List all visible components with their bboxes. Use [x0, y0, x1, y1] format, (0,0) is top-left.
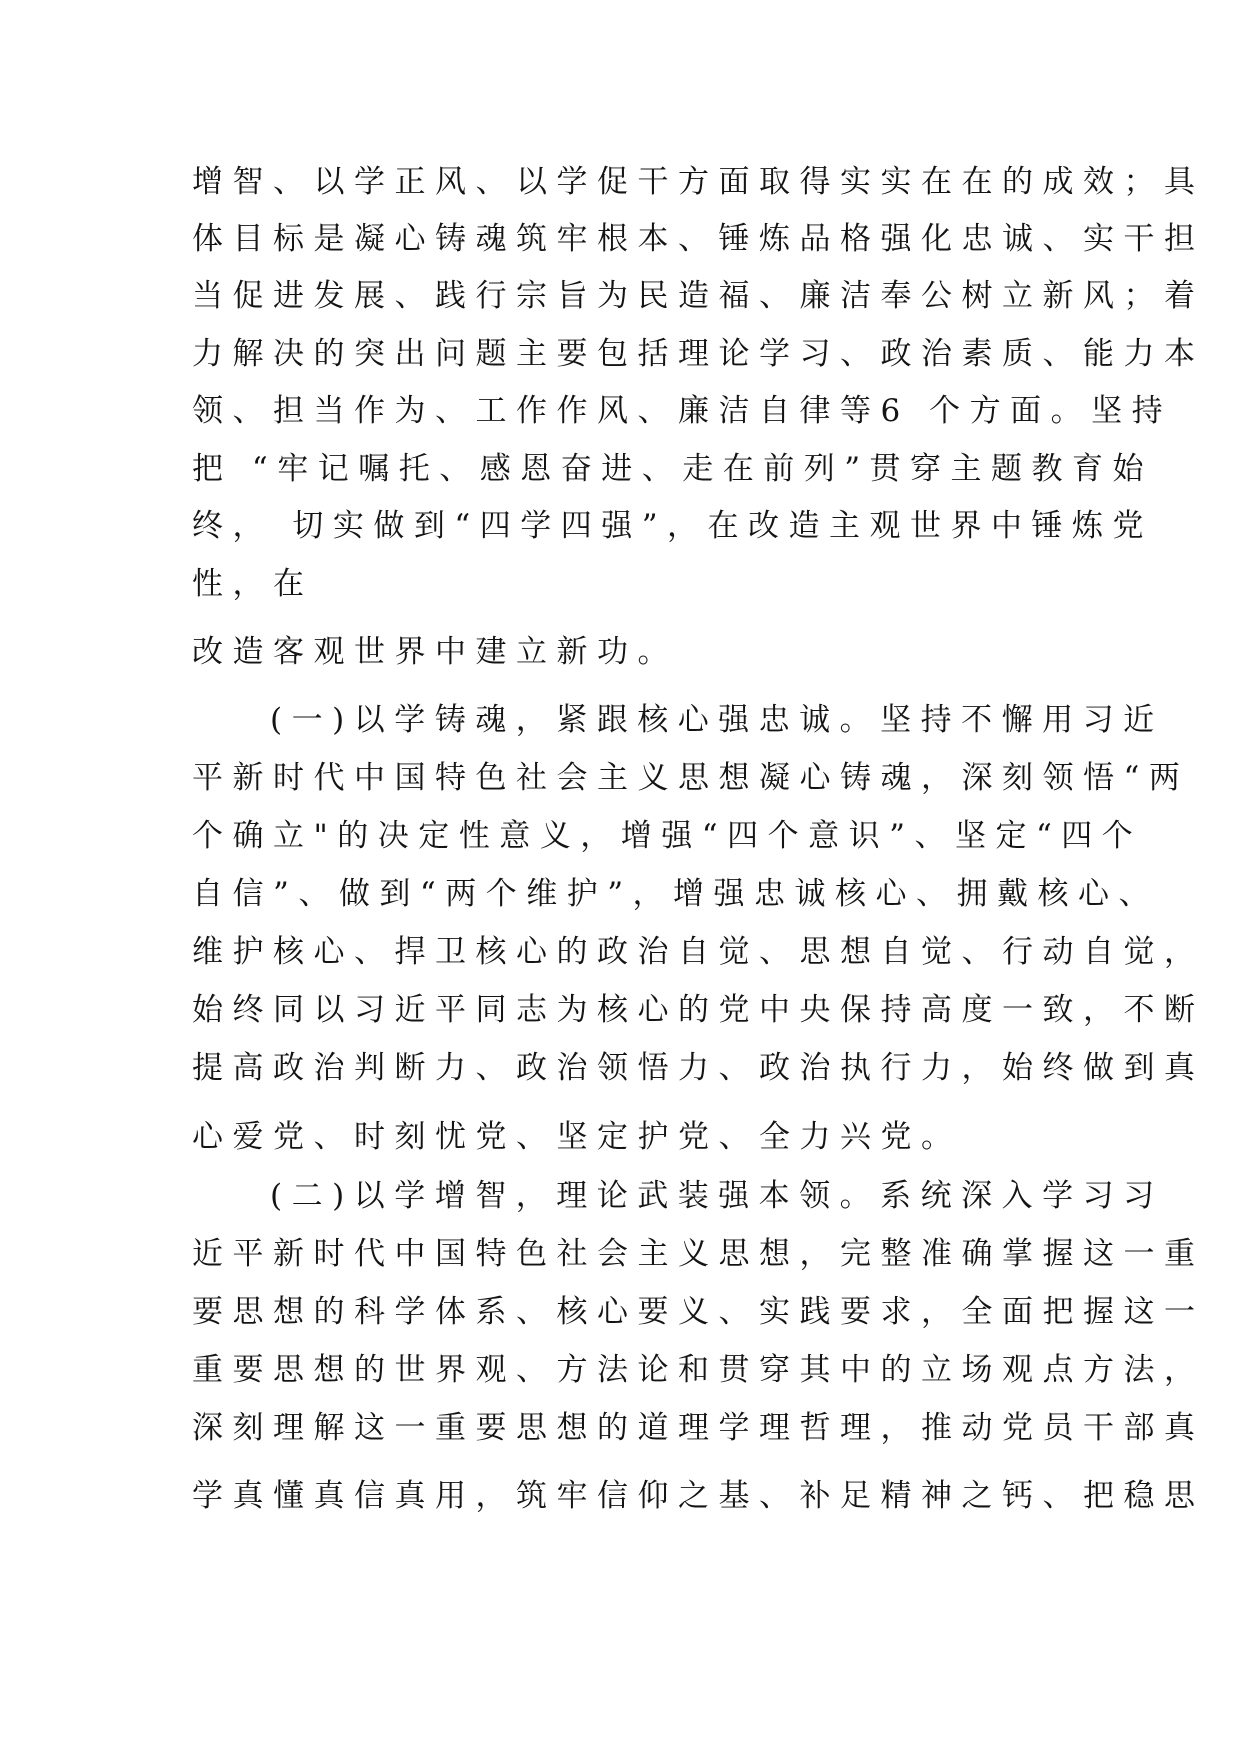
- text-line: 当促进发展、践行宗旨为民造福、廉洁奉公树立新风；着: [192, 278, 1205, 314]
- text-line: 近平新时代中国特色社会主义思想，完整准确掌握这一重: [192, 1236, 1205, 1272]
- text-line: 维护核心、捍卫核心的政治自觉、思想自觉、行动自觉，: [192, 934, 1205, 970]
- text-line: 性，在: [192, 566, 314, 602]
- text-line: 学真懂真信真用，筑牢信仰之基、补足精神之钙、把稳思: [192, 1478, 1205, 1514]
- paragraph-first-line: (一)以学铸魂，紧跟核心强忠诚。坚持不懈用习近: [270, 702, 1164, 738]
- text-line: 力解决的突出问题主要包括理论学习、政治素质、能力本: [192, 336, 1205, 372]
- text-line: 体目标是凝心铸魂筑牢根本、锤炼品格强化忠诚、实干担: [192, 221, 1205, 257]
- text-line: 深刻理解这一重要思想的道理学理哲理，推动党员干部真: [192, 1410, 1205, 1446]
- text-line: 提高政治判断力、政治领悟力、政治执行力，始终做到真: [192, 1050, 1205, 1086]
- text-line: 心爱党、时刻忧党、坚定护党、全力兴党。: [192, 1119, 962, 1155]
- text-line: 重要思想的世界观、方法论和贯穿其中的立场观点方法，: [192, 1352, 1205, 1388]
- text-line: 自信”、做到“两个维护”，增强忠诚核心、拥戴核心、: [192, 876, 1160, 912]
- paragraph-first-line: (二)以学增智，理论武装强本领。系统深入学习习: [270, 1178, 1164, 1214]
- text-line: 把 “牢记嘱托、感恩奋进、走在前列”贯穿主题教育始: [192, 451, 1154, 487]
- text-line: 平新时代中国特色社会主义思想凝心铸魂，深刻领悟“两: [192, 760, 1190, 796]
- text-line: 改造客观世界中建立新功。: [192, 634, 678, 670]
- text-line: 领、担当作为、工作作风、廉洁自律等6 个方面。坚持: [192, 393, 1173, 429]
- text-line: 始终同以习近平同志为核心的党中央保持高度一致，不断: [192, 992, 1205, 1028]
- text-line: 终， 切实做到“四学四强”，在改造主观世界中锤炼党: [192, 508, 1154, 544]
- text-line: 增智、以学正风、以学促干方面取得实实在在的成效；具: [192, 164, 1205, 200]
- text-line: 要思想的科学体系、核心要义、实践要求，全面把握这一: [192, 1294, 1205, 1330]
- text-line: 个确立"的决定性意义，增强“四个意识”、坚定“四个: [192, 818, 1143, 854]
